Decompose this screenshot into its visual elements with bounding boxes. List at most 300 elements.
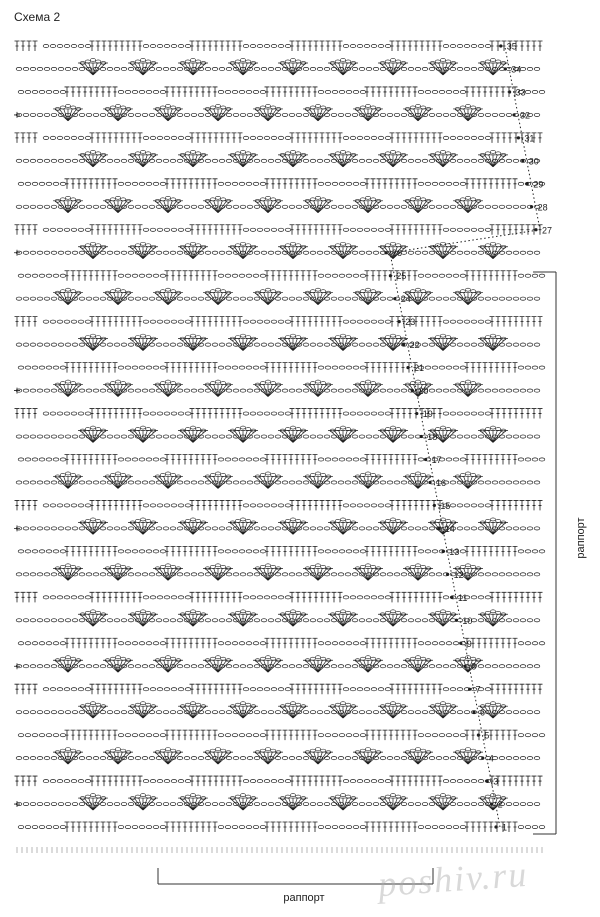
- fan-stitches: [203, 568, 233, 580]
- fan-chain: [310, 657, 315, 660]
- chain-stitch: [352, 113, 358, 116]
- chain-stitch: [43, 504, 49, 507]
- chain-stitch: [485, 228, 491, 231]
- fan-chain: [365, 104, 370, 107]
- chain-stitch: [387, 205, 393, 208]
- chain-stitch: [492, 205, 498, 208]
- fan-motif: [328, 58, 358, 75]
- chain-stitch: [460, 182, 466, 185]
- chain-stitch: [429, 802, 435, 805]
- fan-chain: [460, 473, 465, 476]
- fan-chain: [110, 198, 115, 201]
- row-number-label: 17: [431, 454, 442, 465]
- chain-stitch: [464, 67, 470, 70]
- chain-stitch: [170, 159, 176, 162]
- fan-motif: [403, 196, 433, 213]
- chain-stitch: [350, 44, 356, 47]
- fan-chain: [335, 336, 340, 339]
- fan-motif: [278, 794, 308, 811]
- chain-stitch: [163, 802, 169, 805]
- chain-stitch: [57, 228, 63, 231]
- chain-stitch: [457, 504, 463, 507]
- chain-stitch: [415, 67, 421, 70]
- chain-stitch: [25, 825, 31, 828]
- chain-stitch: [239, 182, 245, 185]
- chain-stitch: [261, 251, 267, 254]
- fan-chain: [210, 106, 215, 109]
- chain-stitch: [163, 159, 169, 162]
- chain-stitch: [157, 504, 163, 507]
- fan-chain: [446, 336, 451, 339]
- chain-stitch: [257, 596, 263, 599]
- chain-stitch: [100, 113, 106, 116]
- fan-chain: [315, 656, 320, 659]
- chain-stitch: [261, 435, 267, 438]
- fan-stitches: [253, 568, 283, 580]
- chain-stitch: [44, 481, 50, 484]
- chain-stitch: [457, 779, 463, 782]
- chain-stitch: [446, 825, 452, 828]
- chain-stitch: [212, 619, 218, 622]
- fan-chain: [460, 382, 465, 385]
- chain-stitch: [46, 734, 52, 737]
- chain-stitch: [366, 343, 372, 346]
- chain-stitch: [149, 113, 155, 116]
- fan-chain: [385, 428, 390, 431]
- chain-stitch: [429, 389, 435, 392]
- fan-chain: [360, 473, 365, 476]
- chain-stitch: [171, 44, 177, 47]
- fan-chain: [240, 702, 245, 705]
- chain-stitch: [177, 711, 183, 714]
- row-number-label: 9: [466, 638, 472, 649]
- fan-chain: [135, 703, 140, 706]
- double-crochet-run: [265, 822, 318, 832]
- fan-chain: [410, 473, 415, 476]
- fan-chain: [435, 336, 440, 339]
- chain-stitch: [132, 642, 138, 645]
- chain-stitch: [446, 458, 452, 461]
- chain-stitch: [149, 297, 155, 300]
- chain-stitch: [450, 297, 456, 300]
- chain-stitch: [153, 90, 159, 93]
- chain-stitch: [331, 573, 337, 576]
- fan-stitches: [328, 339, 358, 351]
- fan-chain: [346, 703, 351, 706]
- chain-stitch: [239, 90, 245, 93]
- chain-stitch: [464, 159, 470, 162]
- fan-motif: [378, 58, 408, 75]
- chain-stitch: [160, 825, 166, 828]
- chain-stitch: [44, 251, 50, 254]
- fan-motif: [78, 518, 108, 535]
- chain-stitch: [261, 67, 267, 70]
- fan-chain: [235, 336, 240, 339]
- chain-stitch: [339, 734, 345, 737]
- chain-stitch: [373, 619, 379, 622]
- chain-stitch: [443, 205, 449, 208]
- chain-stitch: [478, 343, 484, 346]
- fan-chain: [360, 106, 365, 109]
- fan-chain: [410, 106, 415, 109]
- fan-chain: [360, 749, 365, 752]
- chain-stitch: [261, 711, 267, 714]
- fan-chain: [240, 426, 245, 429]
- fan-chain: [115, 472, 120, 475]
- chain-stitch: [261, 527, 267, 530]
- double-crochet-run: [390, 225, 443, 235]
- fan-chain: [171, 382, 176, 385]
- chain-stitch: [278, 320, 284, 323]
- chain-stitch: [25, 642, 31, 645]
- chain-stitch: [338, 665, 344, 668]
- fan-motif: [228, 58, 258, 75]
- chain-stitch: [39, 458, 45, 461]
- fan-chain: [390, 610, 395, 613]
- chain-stitch: [443, 412, 449, 415]
- chain-stitch: [380, 113, 386, 116]
- fan-chain: [371, 198, 376, 201]
- chain-stitch: [278, 136, 284, 139]
- chain-stitch: [212, 802, 218, 805]
- chain-stitch: [506, 802, 512, 805]
- chain-stitch: [146, 550, 152, 553]
- chain-stitch: [310, 67, 316, 70]
- fan-chain: [215, 104, 220, 107]
- chain-stitch: [32, 458, 38, 461]
- chain-stitch: [177, 481, 183, 484]
- chain-stitch: [464, 711, 470, 714]
- chain-stitch: [128, 159, 134, 162]
- chain-stitch: [71, 320, 77, 323]
- chain-stitch: [385, 44, 391, 47]
- chain-stitch: [364, 228, 370, 231]
- chain-stitch: [418, 734, 424, 737]
- chain-stitch: [51, 67, 57, 70]
- chain-stitch: [30, 711, 36, 714]
- chain-stitch: [250, 228, 256, 231]
- chain-stitch: [443, 113, 449, 116]
- fan-chain: [321, 290, 326, 293]
- chain-stitch: [121, 527, 127, 530]
- fan-stitches: [128, 247, 158, 259]
- fan-chain: [415, 656, 420, 659]
- fan-chain: [185, 795, 190, 798]
- chain-stitch: [352, 297, 358, 300]
- chain-stitch: [46, 366, 52, 369]
- chain-stitch: [317, 67, 323, 70]
- chain-stitch: [357, 688, 363, 691]
- chain-stitch: [425, 366, 431, 369]
- chain-stitch: [171, 412, 177, 415]
- chain-stitch: [345, 757, 351, 760]
- chain-stitch: [324, 573, 330, 576]
- chain-stitch: [254, 113, 260, 116]
- double-crochet-run: [65, 730, 118, 740]
- fan-stitches: [228, 522, 258, 534]
- chain-stitch: [525, 274, 531, 277]
- chain-stitch: [378, 136, 384, 139]
- chain-stitch: [353, 642, 359, 645]
- chain-stitch: [394, 665, 400, 668]
- chain-stitch: [30, 573, 36, 576]
- fan-motif: [428, 702, 458, 719]
- fan-chain: [385, 703, 390, 706]
- chain-stitch: [184, 757, 190, 760]
- fan-stitches: [403, 201, 433, 213]
- chain-stitch: [114, 802, 120, 805]
- chain-stitch: [239, 366, 245, 369]
- chain-stitch: [79, 251, 85, 254]
- double-crochet-run: [165, 363, 218, 373]
- row-path-dot: [442, 550, 445, 553]
- fan-motif: [478, 150, 508, 167]
- fan-stitches: [328, 155, 358, 167]
- chain-stitch: [357, 228, 363, 231]
- fan-motif: [328, 426, 358, 443]
- chain-stitch: [446, 274, 452, 277]
- chain-stitch: [198, 481, 204, 484]
- chain-stitch: [79, 113, 85, 116]
- fan-motif: [103, 656, 133, 673]
- double-crochet-run: [65, 638, 118, 648]
- double-crochet-run: [15, 500, 38, 510]
- fan-chain: [135, 152, 140, 155]
- chain-stitch: [485, 573, 491, 576]
- fan-chain: [121, 382, 126, 385]
- chain-stitch: [317, 802, 323, 805]
- fan-chain: [90, 794, 95, 797]
- chain-stitch: [520, 251, 526, 254]
- chain-stitch: [471, 412, 477, 415]
- chain-stitch: [118, 182, 124, 185]
- chain-stitch: [39, 182, 45, 185]
- chain-stitch: [191, 757, 197, 760]
- chain-stitch: [254, 251, 260, 254]
- chain-stitch: [225, 458, 231, 461]
- fan-stitches: [253, 201, 283, 213]
- chain-stitch: [525, 366, 531, 369]
- chain-stitch: [271, 504, 277, 507]
- fan-chain: [96, 519, 101, 522]
- watermark-logo: poshiv.ru: [376, 853, 530, 905]
- chain-stitch: [471, 435, 477, 438]
- fan-motif: [303, 472, 333, 489]
- fan-chain: [465, 472, 470, 475]
- chain-stitch: [260, 642, 266, 645]
- double-crochet-run: [65, 454, 118, 464]
- chain-stitch: [478, 481, 484, 484]
- fan-stitches: [328, 706, 358, 718]
- fan-chain: [315, 380, 320, 383]
- chain-stitch: [132, 458, 138, 461]
- chain-stitch: [352, 435, 358, 438]
- chain-stitch: [338, 481, 344, 484]
- chain-stitch: [485, 136, 491, 139]
- fan-stitches: [153, 752, 183, 764]
- chain-stitch: [446, 734, 452, 737]
- chain-stitch: [232, 734, 238, 737]
- chain-stitch: [408, 67, 414, 70]
- chain-stitch: [246, 734, 252, 737]
- chain-stitch: [128, 802, 134, 805]
- chain-stitch: [296, 205, 302, 208]
- row-path-dot: [459, 642, 462, 645]
- chain-stitch: [198, 573, 204, 576]
- chain-stitch: [534, 711, 540, 714]
- fan-chain: [96, 60, 101, 63]
- fan-stitches: [128, 431, 158, 443]
- fan-motif: [378, 610, 408, 627]
- fan-chain: [365, 656, 370, 659]
- chain-stitch: [253, 825, 259, 828]
- fan-stitches: [428, 339, 458, 351]
- chain-stitch: [16, 711, 22, 714]
- chain-stitch: [225, 366, 231, 369]
- fan-chain: [390, 58, 395, 61]
- chain-stitch: [532, 90, 538, 93]
- fan-chain: [446, 611, 451, 614]
- chain-stitch: [343, 320, 349, 323]
- double-crochet-run: [365, 730, 418, 740]
- fan-chain: [460, 290, 465, 293]
- chain-stitch: [345, 297, 351, 300]
- chain-stitch: [338, 205, 344, 208]
- chain-stitch: [380, 389, 386, 392]
- fan-chain: [135, 795, 140, 798]
- fan-stitches: [203, 752, 233, 764]
- fan-chain: [421, 657, 426, 660]
- chain-stitch: [18, 182, 24, 185]
- chain-stitch: [450, 665, 456, 668]
- chart-row: [15, 500, 543, 510]
- double-crochet-run: [390, 776, 443, 786]
- chain-stitch: [86, 481, 92, 484]
- chain-stitch: [332, 642, 338, 645]
- chain-stitch: [118, 825, 124, 828]
- chain-stitch: [191, 67, 197, 70]
- fan-chain: [346, 795, 351, 798]
- chain-stitch: [513, 665, 519, 668]
- chain-stitch: [373, 527, 379, 530]
- fan-stitches: [253, 109, 283, 121]
- fan-stitches: [128, 706, 158, 718]
- chain-stitch: [44, 343, 50, 346]
- chain-stitch: [253, 734, 259, 737]
- chain-stitch: [226, 802, 232, 805]
- fan-chain: [396, 795, 401, 798]
- chain-stitch: [65, 527, 71, 530]
- chain-stitch: [260, 90, 266, 93]
- fan-stitches: [128, 155, 158, 167]
- chain-stitch: [171, 688, 177, 691]
- chain-stitch: [32, 90, 38, 93]
- chain-stitch: [471, 67, 477, 70]
- fan-motif: [278, 610, 308, 627]
- chain-stitch: [324, 251, 330, 254]
- chain-stitch: [65, 802, 71, 805]
- fan-stitches: [253, 660, 283, 672]
- chain-stitch: [357, 320, 363, 323]
- chain-stitch: [364, 320, 370, 323]
- chain-stitch: [128, 711, 134, 714]
- fan-stitches: [428, 614, 458, 626]
- chain-stitch: [146, 90, 152, 93]
- fan-motif: [478, 610, 508, 627]
- fan-motif: [453, 472, 483, 489]
- chain-stitch: [260, 825, 266, 828]
- fan-chain: [496, 60, 501, 63]
- chain-stitch: [93, 297, 99, 300]
- chain-stitch: [254, 159, 260, 162]
- double-crochet-run: [390, 317, 443, 327]
- fan-stitches: [428, 247, 458, 259]
- chain-stitch: [128, 251, 134, 254]
- chain-stitch: [240, 757, 246, 760]
- fan-chain: [96, 428, 101, 431]
- chain-stitch: [415, 802, 421, 805]
- chain-stitch: [282, 573, 288, 576]
- chain-stitch: [318, 825, 324, 828]
- chain-stitch: [360, 274, 366, 277]
- chain-stitch: [164, 412, 170, 415]
- chain-stitch: [532, 366, 538, 369]
- chain-stitch: [25, 90, 31, 93]
- chain-stitch: [153, 182, 159, 185]
- chain-stitch: [296, 481, 302, 484]
- fan-chain: [171, 106, 176, 109]
- chain-stitch: [18, 642, 24, 645]
- fan-chain: [290, 58, 295, 61]
- chain-stitch: [303, 619, 309, 622]
- chain-stitch: [296, 113, 302, 116]
- fan-chain: [435, 519, 440, 522]
- chain-stitch: [121, 619, 127, 622]
- chain-stitch: [460, 366, 466, 369]
- chain-stitch: [422, 711, 428, 714]
- chain-stitch: [485, 481, 491, 484]
- double-crochet-run: [290, 133, 343, 143]
- chain-stitch: [219, 711, 225, 714]
- chain-stitch: [518, 825, 524, 828]
- chain-stitch: [156, 67, 162, 70]
- chain-stitch: [32, 274, 38, 277]
- fan-chain: [371, 749, 376, 752]
- fan-chain: [265, 656, 270, 659]
- fan-chain: [60, 565, 65, 568]
- chain-stitch: [378, 688, 384, 691]
- chain-stitch: [205, 527, 211, 530]
- chain-stitch: [331, 527, 337, 530]
- fan-chain: [285, 611, 290, 614]
- chain-stitch: [178, 320, 184, 323]
- chain-stitch: [37, 297, 43, 300]
- chain-stitch: [499, 665, 505, 668]
- chain-stitch: [142, 665, 148, 668]
- chain-stitch: [50, 228, 56, 231]
- chart-row: [18, 87, 545, 97]
- fan-stitches: [478, 614, 508, 626]
- chain-stitch: [78, 136, 84, 139]
- chain-stitch: [156, 527, 162, 530]
- chain-stitch: [443, 779, 449, 782]
- chain-stitch: [285, 228, 291, 231]
- chain-stitch: [85, 504, 91, 507]
- fan-chain: [315, 288, 320, 291]
- chain-stitch: [332, 182, 338, 185]
- chain-stitch: [360, 642, 366, 645]
- chain-stitch: [352, 205, 358, 208]
